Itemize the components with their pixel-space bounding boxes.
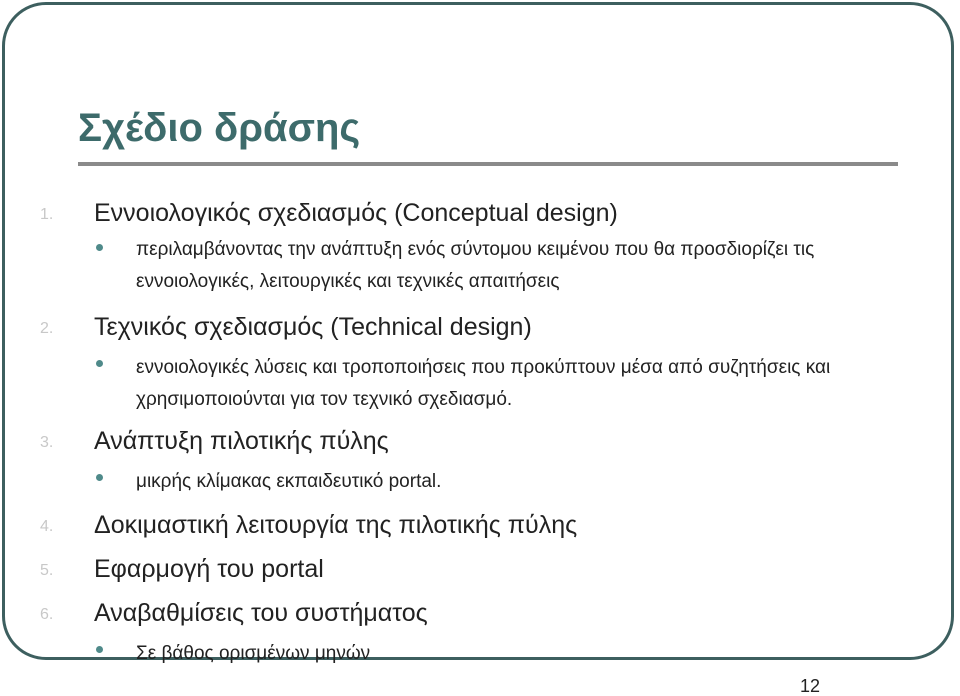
- item-heading: Εννοιολογικός σχεδιασμός (Conceptual design): [94, 199, 618, 227]
- item-number: 4.: [40, 518, 54, 535]
- item-heading: Τεχνικός σχεδιασμός (Technical design): [94, 313, 532, 341]
- bullet-dot: [96, 474, 103, 481]
- slide-title: Σχέδιο δράσης: [78, 106, 361, 150]
- bullet-dot: [96, 244, 103, 251]
- page-number: 12: [800, 676, 821, 696]
- bullet-dot: [96, 646, 103, 653]
- item-heading: Αναβαθμίσεις του συστήματος: [94, 599, 428, 627]
- item-subtext: εννοιολογικές λύσεις και τροποποιήσεις που προκύπτουν μέσα από συζητήσεις και χρησιμοποιούνται για τον τεχνικό σχεδιασμό.: [136, 357, 831, 410]
- bullet-dot: [96, 360, 103, 367]
- item-subtext: μικρής κλίμακας εκπαιδευτικό portal.: [136, 471, 442, 492]
- item-heading: Εφαρμογή του portal: [94, 555, 324, 583]
- item-number: 1.: [40, 206, 54, 223]
- item-subtext: περιλαμβάνοντας την ανάπτυξη ενός σύντομου κειμένου που θα προσδιορίζει τις εννοιολογικές, λειτουργικές και τεχνικές απαιτήσεις: [136, 239, 815, 292]
- item-number: 5.: [40, 562, 54, 579]
- item-heading: Δοκιμαστική λειτουργία της πιλοτικής πύλης: [94, 511, 578, 539]
- item-subtext: Σε βάθος ορισμένων μηνών: [136, 643, 371, 664]
- item-number: 6.: [40, 606, 54, 623]
- item-number: 2.: [40, 320, 54, 337]
- item-number: 3.: [40, 434, 54, 451]
- title-underline: [78, 162, 898, 166]
- item-heading: Ανάπτυξη πιλοτικής πύλης: [94, 427, 389, 455]
